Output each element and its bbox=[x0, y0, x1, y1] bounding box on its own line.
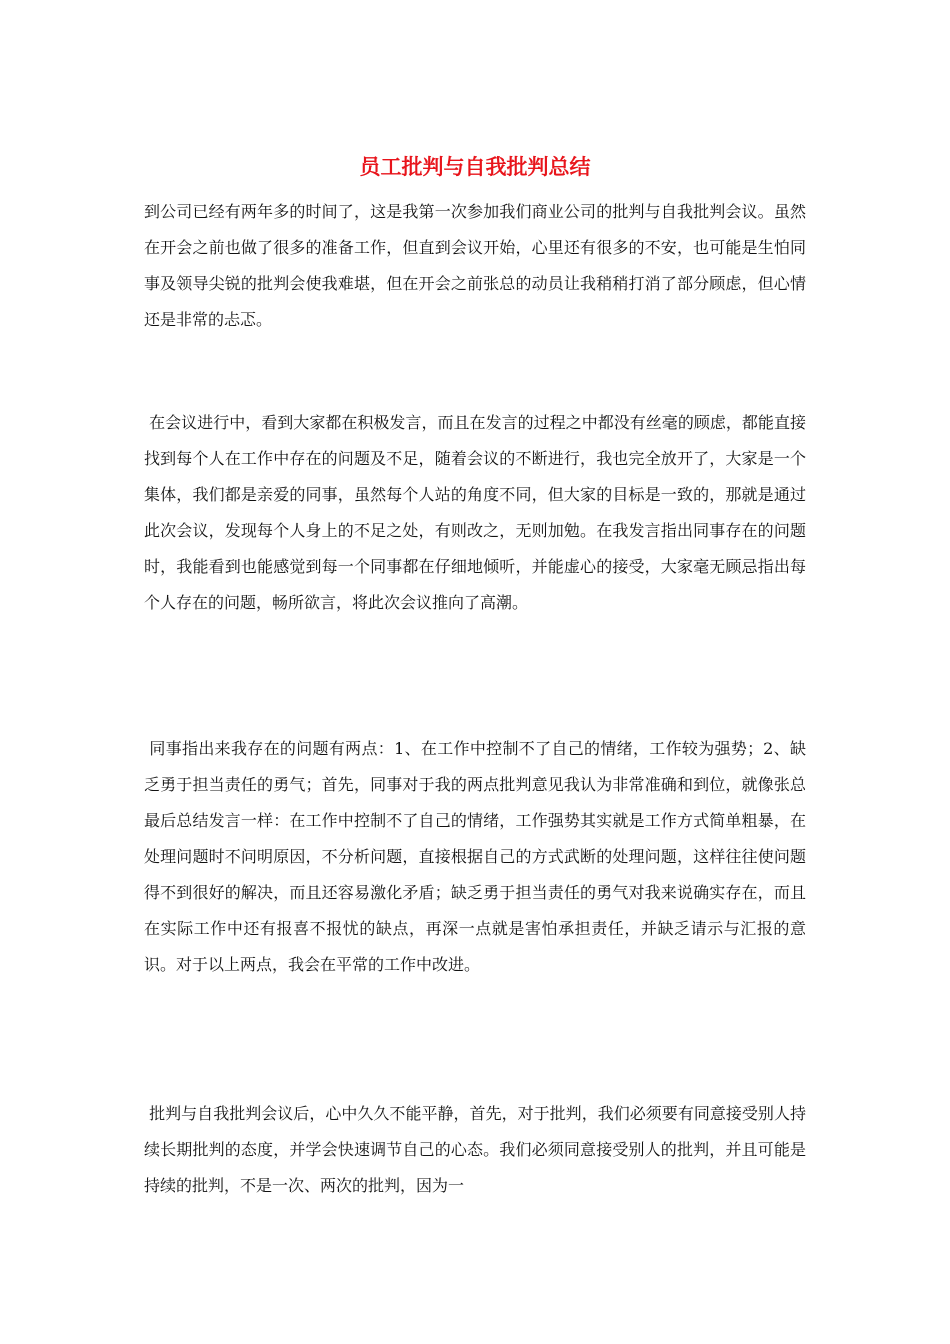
paragraph-1: 到公司已经有两年多的时间了，这是我第一次参加我们商业公司的批判与自我批判会议。虽然在开会之前也做了很多的准备工作，但直到会议开始，心里还有很多的不安，也可能是生怕同事及领导尖锐的批判会使我难堪，但在开会之前张总的动员让我稍稍打消了部分顾虑，但心情还是非常的忐忑。 bbox=[144, 202, 806, 329]
paragraph-4: 批判与自我批判会议后，心中久久不能平静，首先，对于批判，我们必须要有同意接受别人持续长期批判的态度，并学会快速调节自己的心态。我们必须同意接受别人的批判，并且可能是持续的批判，不是一次、两次的批判，因为一 bbox=[144, 1104, 806, 1195]
paragraph-2: 在会议进行中，看到大家都在积极发言，而且在发言的过程之中都没有丝毫的顾虑，都能直接找到每个人在工作中存在的问题及不足，随着会议的不断进行，我也完全放开了，大家是一个集体，我们都是亲爱的同事，虽然每个人站的角度不同，但大家的目标是一致的，那就是通过此次会议，发现每个人身上的不足之处，有则改之，无则加勉。在我发言指出同事存在的问题时，我能看到也能感觉到每一个同事都在仔细地倾听，并能虚心的接受，大家毫无顾忌指出每个人存在的问题，畅所欲言，将此次会议推向了高潮。 bbox=[144, 413, 806, 612]
document-title: 员工批判与自我批判总结 bbox=[359, 154, 591, 179]
paragraph-3: 同事指出来我存在的问题有两点：1、在工作中控制不了自己的情绪，工作较为强势；2、缺乏勇于担当责任的勇气；首先，同事对于我的两点批判意见我认为非常准确和到位，就像张总最后总结发言一样：在工作中控制不了自己的情绪，工作强势其实就是工作方式简单粗暴，在处理问题时不问明原因，不分析问题，直接根据自己的方式武断的处理问题，这样往往使问题得不到很好的解决，而且还容易激化矛盾；缺乏勇于担当责任的勇气对我来说确实存在，而且在实际工作中还有报喜不报忧的缺点，再深一点就是害怕承担责任，并缺乏请示与汇报的意识。对于以上两点，我会在平常的工作中改进。 bbox=[144, 739, 806, 974]
